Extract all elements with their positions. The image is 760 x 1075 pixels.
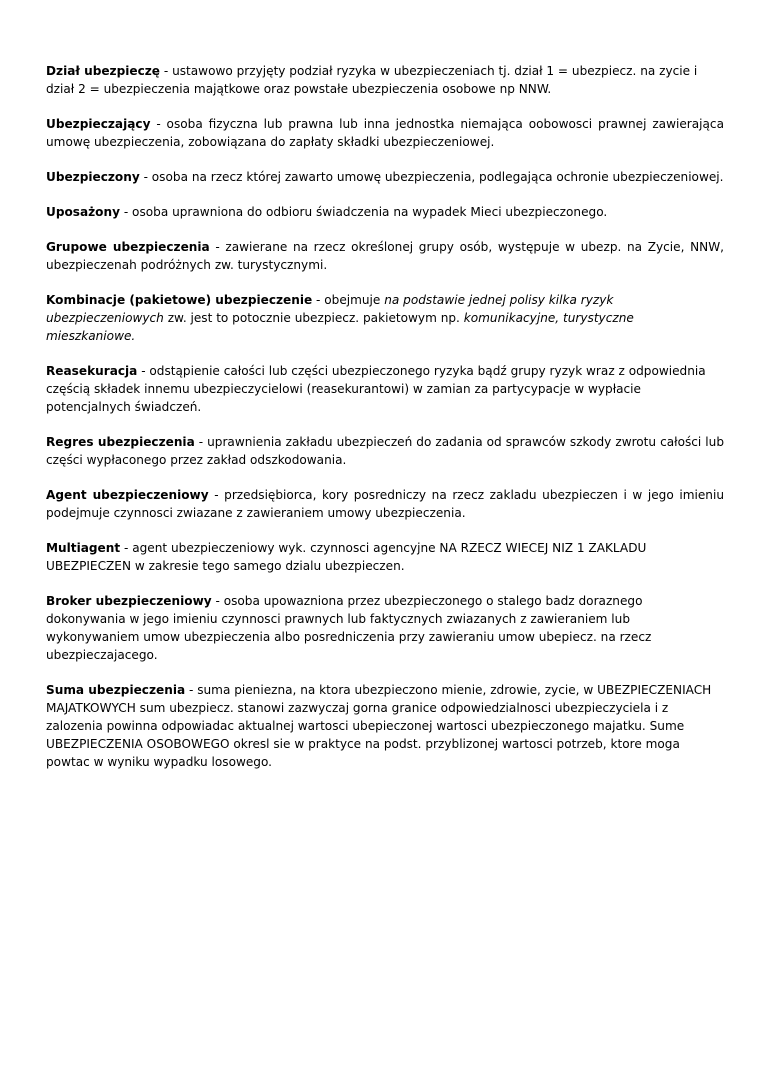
definition-entry bbox=[46, 203, 724, 221]
definition-text: - agent ubezpieczeniowy wyk. czynnosci agencyjne NA RZECZ WIECEJ NIZ 1 ZAKLADU UBEZPIECZEN w zakresie tego samego dzialu ubezpieczen. bbox=[46, 541, 647, 573]
definition-entry bbox=[46, 539, 724, 575]
definition-entry bbox=[46, 362, 724, 416]
definition-entry bbox=[46, 433, 724, 469]
definition-entry bbox=[46, 238, 724, 274]
definition-text: - uprawnienia zakładu ubezpieczeń do zadania od sprawców szkody zwrotu całości lub części wypłaconego przez zakład odszkodowania. bbox=[46, 435, 724, 467]
definition-entry bbox=[46, 681, 724, 771]
definition-entry bbox=[46, 291, 724, 345]
definition-text: - suma pieniezna, na ktora ubezpieczono mienie, zdrowie, zycie, w UBEZPIECZENIACH MAJATKOWYCH sum ubezpiecz. stanowi zazwyczaj gorna granice odpowiedzialnosci ubezpieczyciela i z zalozenia powinna odpowiadac aktualnej wartosci ubepieczonej wartosci ubezpieczonego majatku. Sume UBEZPIECZENIA OSOBOWEGO okresl sie w praktyce na podst. przyblizonej wartosci potrzeb, ktore moga powtac w wyniku wypadku losowego. bbox=[46, 683, 712, 769]
definition-text: - przedsiębiorca, kory posredniczy na rzecz zakladu ubezpieczen i w jego imieniu podejmuje czynnosci zwiazane z zawieraniem umowy ubezpieczenia. bbox=[46, 488, 724, 520]
term: Agent ubezpieczeniowy bbox=[46, 488, 209, 502]
definition-text: - osoba uprawniona do odbioru świadczenia na wypadek Mieci ubezpieczonego. bbox=[120, 205, 608, 219]
term: Reasekuracja bbox=[46, 364, 138, 378]
document-page bbox=[46, 62, 724, 788]
definition-entry bbox=[46, 486, 724, 522]
definition-text: - ustawowo przyjęty podział ryzyka w ubezpieczeniach tj. dział 1 = ubezpiecz. na zycie i dział 2 = ubezpieczenia majątkowe oraz powstałe ubezpieczenia osobowe np NNW. bbox=[46, 64, 698, 96]
definition-entry bbox=[46, 115, 724, 151]
term: Ubezpieczony bbox=[46, 170, 140, 184]
definition-text: - zawierane na rzecz określonej grupy osób, występuje w ubezp. na Zycie, NNW, ubezpieczenah podróżnych zw. turystycznymi. bbox=[46, 240, 724, 272]
term: Multiagent bbox=[46, 541, 121, 555]
term: Uposażony bbox=[46, 205, 120, 219]
definition-text-italic: komunikacyjne, turystyczne mieszkaniowe. bbox=[46, 311, 634, 343]
definition-text: - odstąpienie całości lub części ubezpieczonego ryzyka bądź grupy ryzyk wraz z odpowiednia częścią składek innemu ubezpieczycielowi (reasekurantowi) w zamian za partycypacje w wypłacie potencjalnych świadczeń. bbox=[46, 364, 706, 414]
term: Kombinacje (pakietowe) ubezpieczenie bbox=[46, 293, 313, 307]
term: Suma ubezpieczenia bbox=[46, 683, 186, 697]
term: Grupowe ubezpieczenia bbox=[46, 240, 210, 254]
term: Ubezpieczający bbox=[46, 117, 151, 131]
definition-entry bbox=[46, 168, 724, 186]
definition-text-italic: na podstawie jednej polisy kilka ryzyk ubezpieczeniowych bbox=[46, 293, 614, 325]
definition-text: - obejmuje bbox=[312, 293, 385, 307]
definition-text: - osoba upowazniona przez ubezpieczonego o stalego badz doraznego dokonywania w jego imieniu czynnosci prawnych lub faktycznych zwiazanych z zawieraniem lub wykonywaniem umow ubezpieczenia albo posrednicze​nia przy zawieraniu umow ubepiecz. na rzecz ubezpieczajacego. bbox=[46, 594, 652, 662]
term: Broker ubezpieczeniowy bbox=[46, 594, 212, 608]
definition-entry bbox=[46, 62, 724, 98]
definition-text: zw. jest to potocznie ubezpiecz. pakietowym np. bbox=[163, 311, 464, 325]
definition-text: - osoba fizyczna lub prawna lub inna jednostka niemająca oobowosci prawnej zawierająca umowę ubezpieczenia, zobowiązana do zapłaty składki ubezpieczeniowej. bbox=[46, 117, 724, 149]
definition-entry bbox=[46, 592, 724, 664]
definition-text: - osoba na rzecz której zawarto umowę ubezpieczenia, podlegająca ochronie ubezpieczeniowej. bbox=[139, 170, 724, 184]
term: Regres ubezpieczenia bbox=[46, 435, 195, 449]
term: Dział ubezpieczę bbox=[46, 64, 161, 78]
